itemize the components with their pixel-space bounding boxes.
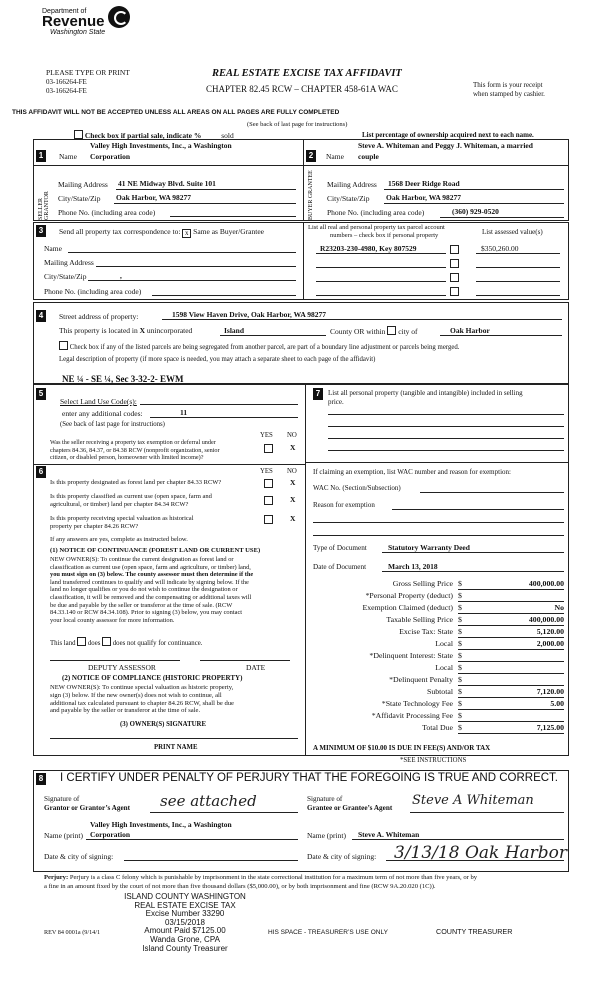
dept-line3: Washington State xyxy=(50,29,106,36)
sec6-yes: YES xyxy=(260,468,273,475)
warning: THIS AFFIDAVIT WILL NOT BE ACCEPTED UNLESS ALL AREAS ON ALL PAGES ARE FULLY COMPLETED xyxy=(12,109,340,116)
sec6-no: NO xyxy=(287,468,297,475)
tax-row-label: Gross Selling Price xyxy=(392,579,453,588)
grantor-name-line1: Valley High Investments, Inc., a Washington xyxy=(90,820,232,829)
parcel-number[interactable]: R23203-230-4980, Key 807529 xyxy=(320,244,417,253)
doc-date-label: Date of Document xyxy=(313,563,367,571)
tax-row-value[interactable]: 7,120.00 xyxy=(536,687,564,696)
tax-row-label: Exemption Claimed (deduct) xyxy=(362,603,453,612)
if-yes: If any answers are yes, complete as instructed below. xyxy=(50,536,188,543)
buyer-city-label: City/State/Zip xyxy=(327,194,370,203)
tax-labels xyxy=(313,578,453,734)
tax-row-value[interactable]: 5.00 xyxy=(550,699,564,708)
sec6-q3-yes-checkbox[interactable] xyxy=(264,515,273,524)
date-label: DATE xyxy=(246,663,266,672)
sec5-question: Was the seller receiving a property tax exemption or deferral under chapters 84.36, 84.37, or 84.38 RCW (nonprofit organization, senior citizen, or disabled person, homeowner with limited income)? xyxy=(50,439,220,461)
tax-row-label: Taxable Selling Price xyxy=(386,615,453,624)
sec3-city-value: , xyxy=(120,271,122,280)
sec6-q3-no-mark[interactable]: X xyxy=(290,514,296,523)
personal-property-checkbox-1[interactable] xyxy=(450,245,459,254)
certify-statement: I CERTIFY UNDER PENALTY OF PERJURY THAT THE FOREGOING IS TRUE AND CORRECT. xyxy=(60,772,558,784)
tax-row-value[interactable]: 400,000.00 xyxy=(528,615,564,624)
see-back: (See back of last page for instructions) xyxy=(247,121,348,128)
notice2-title: (2) NOTICE OF COMPLIANCE (HISTORIC PROPERTY) xyxy=(62,674,243,682)
seller-label: SELLER GRANTOR xyxy=(38,191,50,220)
form-title: REAL ESTATE EXCISE TAX AFFIDAVIT xyxy=(212,68,402,79)
grantee-name-label: Name (print) xyxy=(307,831,346,840)
personal-property-label: List all personal property (tangible and intangible) included in selling price. xyxy=(328,389,523,406)
located-row: This property is located in X unincorporated xyxy=(59,326,193,335)
seller-city-label: City/State/Zip xyxy=(58,194,101,203)
grantee-name: Steve A. Whiteman xyxy=(358,830,420,839)
tax-row-label: *State Technology Fee xyxy=(381,699,453,708)
ownership-note: List percentage of ownership acquired next to each name. xyxy=(362,131,534,139)
grantor-signature[interactable]: see attached xyxy=(160,792,257,810)
doc-date[interactable]: March 13, 2018 xyxy=(388,562,438,571)
county-value[interactable]: Island xyxy=(224,326,245,335)
form-subtitle: CHAPTER 82.45 RCW – CHAPTER 458-61A WAC xyxy=(206,84,398,94)
sec5-yes-checkbox[interactable] xyxy=(264,444,273,453)
street-label: Street address of property: xyxy=(59,312,139,321)
buyer-phone[interactable]: (360) 929-0520 xyxy=(452,207,499,216)
deputy-assessor: DEPUTY ASSESSOR xyxy=(88,663,156,672)
tax-calculation-table xyxy=(313,578,569,734)
section-6-number: 6 xyxy=(36,466,46,478)
sec6-q2: Is this property classified as current use (open space, farm and agricultural, or timber) land per chapter 84.34 RCW? xyxy=(50,493,212,508)
sec6-q3: Is this property receiving special valuation as historical property per chapter 84.26 RCW? xyxy=(50,515,194,530)
sec5-see-back: (See back of last page for instructions) xyxy=(60,421,165,428)
tax-row-label: *Personal Property (deduct) xyxy=(365,591,453,600)
send-correspondence: Send all property tax correspondence to: x Same as Buyer/Grantee xyxy=(59,227,264,237)
tax-row-value[interactable]: 2,000.00 xyxy=(536,639,564,648)
sec5-no-mark[interactable]: X xyxy=(290,443,296,452)
sec6-q2-no-mark[interactable]: X xyxy=(290,495,296,504)
buyer-mail-label: Mailing Address xyxy=(327,180,377,189)
sec5-yes: YES xyxy=(260,432,273,439)
section-3-number: 3 xyxy=(36,225,46,237)
grantee-date-city[interactable]: 3/13/18 Oak Harbor xyxy=(394,843,568,863)
county-or: County OR within city of xyxy=(330,327,418,336)
buyer-name-label: Name xyxy=(326,152,344,161)
tax-values: $ 400,000.00 $ $ No $ 400,000.00 $ 5,120.00 $ 2,000.00 $ $ $ $ 7,120.00 $ 5.00 $ $ 7,125.00 xyxy=(458,579,564,732)
partial-sale: Check box if partial sale, indicate % sold xyxy=(74,130,234,140)
tax-row-label: Excise Tax: State xyxy=(399,627,453,636)
legal-label: Legal description of property (if more space is needed, you may attach a separate sheet to each page of the affidavit) xyxy=(59,356,376,363)
section-2-number: 2 xyxy=(306,150,316,162)
treasurer-stamp: ISLAND COUNTY WASHINGTON REAL ESTATE EXCISE TAX Excise Number 33290 03/15/2018 Amount Paid $7125.00 Wanda Grone, CPA Island County Treasurer xyxy=(124,892,246,953)
tax-row-label: Subtotal xyxy=(427,687,453,696)
exemption-label: If claiming an exemption, list WAC number and reason for exemption: xyxy=(313,468,511,476)
notice1-body: NEW OWNER(S): To continue the current designation as forest land or classification as current use (open space, farm and agriculture, or timber) land, you must sign on (3) below. The county assessor must then determine if the land transferred continues to qualify and will indicate by signing below. If the land no longer qualifies or you do not wish to continue the designation or classification, it will be removed and the compensating or additional taxes will be due and payable by the seller or transferor at the time of sale. (RCW 84.33.140 or RCW 84.34.108). Prior to signing (3) below, you may contact your local county assessor for more information. xyxy=(50,556,254,624)
buyer-phone-label: Phone No. (including area code) xyxy=(327,208,425,217)
tax-row-label: Total Due xyxy=(422,723,453,732)
doc-type-label: Type of Document xyxy=(313,544,367,552)
assessed-header: List assessed value(s) xyxy=(482,228,543,236)
form-code-1: 03-166264-FE xyxy=(46,78,87,86)
personal-property-checkbox-2[interactable] xyxy=(450,259,459,268)
section-1-number: 1 xyxy=(36,150,46,162)
buyer-label: BUYER GRANTEE xyxy=(308,170,314,220)
reason-label: Reason for exemption xyxy=(313,501,375,509)
section-4-number: 4 xyxy=(36,310,46,322)
seller-city[interactable]: Oak Harbor, WA 98277 xyxy=(116,193,192,202)
buyer-name-line1: Steve A. Whiteman and Peggy J. Whiteman, a married xyxy=(358,141,533,150)
see-instructions: *SEE INSTRUCTIONS xyxy=(400,757,467,764)
sec6-q2-yes-checkbox[interactable] xyxy=(264,496,273,505)
sec6-q1: Is this property designated as forest land per chapter 84.33 RCW? xyxy=(50,479,222,486)
tax-row-value[interactable]: 400,000.00 xyxy=(528,579,564,588)
seller-name-label: Name xyxy=(59,152,77,161)
seller-mail-label: Mailing Address xyxy=(58,180,108,189)
sec3-phone-label: Phone No. (including area code) xyxy=(44,287,142,296)
sec6-q1-no-mark[interactable]: X xyxy=(290,478,296,487)
list-header-2: numbers – check box if personal property xyxy=(330,232,439,239)
seller-name-line2: Corporation xyxy=(90,152,130,161)
receipt-note-2: when stamped by cashier. xyxy=(473,90,545,98)
seller-phone-label: Phone No. (including area code) xyxy=(58,208,156,217)
segregated-row: Check box if any of the listed parcels are being segregated from another parcel, are part of a boundary line adjustment or parcels being merged. xyxy=(59,341,460,351)
list-header-1: List all real and personal property tax parcel account xyxy=(308,224,445,231)
sec5-no: NO xyxy=(287,432,297,439)
dept-line1: Department of xyxy=(42,8,87,15)
grantor-name-line2: Corporation xyxy=(90,830,130,839)
tax-row-label: Local xyxy=(435,663,453,672)
does-not-checkbox[interactable] xyxy=(102,637,111,646)
assessed-value[interactable]: $350,260.00 xyxy=(481,244,519,253)
grantor-date-label: Date & city of signing: xyxy=(44,852,114,861)
section-7-number: 7 xyxy=(313,388,323,400)
legal-description[interactable]: NE ¼ - SE ¼, Sec 3-32-2- EWM xyxy=(62,374,184,384)
rev-code: REV 84 0001a (9/14/1 xyxy=(44,929,101,936)
owner-signature: (3) OWNER(S) SIGNATURE xyxy=(120,721,206,728)
perjury-note: Perjury: Perjury is a class C felony which is punishable by imprisonment in the state correctional institution for a maximum term of not more than five years, or by a fine in an amount fixed by the court of not more than five thousand dollars ($5,000.00), or by both imprisonment and fine (RCW 9A.20.020 (1C)). xyxy=(44,874,478,890)
tax-row-value[interactable]: No xyxy=(554,603,564,612)
please-type: PLEASE TYPE OR PRINT xyxy=(46,68,130,77)
notice2-body: NEW OWNER(S): To continue special valuation as historic property, sign (3) below. If the new owner(s) does not wish to continue, all additional tax calculated pursuant to chapter 84.26 RCW, shall be due and payable by the seller or transferor at the time of sale. xyxy=(50,684,234,715)
sec3-city-label: City/State/Zip xyxy=(44,272,87,281)
grantee-signature[interactable]: Steve A Whiteman xyxy=(412,793,534,808)
grantor-sig-label: Signature of Grantor or Grantor’s Agent xyxy=(44,795,131,812)
seller-name-line1: Valley High Investments, Inc., a Washington xyxy=(90,141,232,150)
land-use-code[interactable]: 11 xyxy=(180,408,188,417)
grantor-name-label: Name (print) xyxy=(44,831,83,840)
logo-swirl-icon xyxy=(108,6,130,28)
grantee-sig-label: Signature of Grantee or Grantee’s Agent xyxy=(307,795,393,812)
enter-codes: enter any additional codes: xyxy=(62,409,143,418)
tax-row-label: *Affidavit Processing Fee xyxy=(371,711,453,720)
section-8-number: 8 xyxy=(36,773,46,785)
buyer-name-line2: couple xyxy=(358,152,379,161)
notice1-title: (1) NOTICE OF CONTINUANCE (FOREST LAND OR CURRENT USE) xyxy=(50,547,261,554)
doc-type[interactable]: Statutory Warranty Deed xyxy=(388,543,470,552)
buyer-city[interactable]: Oak Harbor, WA 98277 xyxy=(386,193,462,202)
wac-label: WAC No. (Section/Subsection) xyxy=(313,484,401,492)
tax-row-value[interactable]: 7,125.00 xyxy=(536,723,564,732)
sec3-mail-label: Mailing Address xyxy=(44,258,94,267)
sec6-q1-yes-checkbox[interactable] xyxy=(264,479,273,488)
dept-line2: Revenue xyxy=(42,13,105,30)
county-treasurer: COUNTY TREASURER xyxy=(436,927,513,936)
seller-mail[interactable]: 41 NE Midway Blvd. Suite 101 xyxy=(118,179,216,188)
segregated-checkbox[interactable] xyxy=(59,341,68,350)
tax-row-label: *Delinquent Interest: State xyxy=(369,651,453,660)
land-use-label: Select Land Use Code(s): xyxy=(60,397,137,406)
form-code-2: 03-166264-FE xyxy=(46,87,87,95)
grantee-date-label: Date & city of signing: xyxy=(307,852,377,861)
buyer-mail[interactable]: 1568 Deer Ridge Road xyxy=(388,179,460,188)
city-value[interactable]: Oak Harbor xyxy=(450,326,490,335)
dor-logo xyxy=(42,8,105,36)
tax-row-label: *Delinquent Penalty xyxy=(389,675,453,684)
same-as-buyer-checkbox[interactable]: x xyxy=(182,229,191,238)
tax-row-value[interactable]: 5,120.00 xyxy=(536,627,564,636)
print-name: PRINT NAME xyxy=(154,744,198,751)
treasurer-use: HIS SPACE - TREASURER’S USE ONLY xyxy=(268,929,388,936)
tax-row-label: Local xyxy=(435,639,453,648)
street-address[interactable]: 1598 View Haven Drive, Oak Harbor, WA 98277 xyxy=(172,310,326,319)
partial-sale-checkbox[interactable] xyxy=(74,130,83,139)
personal-property-checkbox-3[interactable] xyxy=(450,273,459,282)
sec3-name-label: Name xyxy=(44,244,62,253)
does-checkbox[interactable] xyxy=(77,637,86,646)
within-city-checkbox[interactable] xyxy=(387,326,396,335)
personal-property-checkbox-4[interactable] xyxy=(450,287,459,296)
section-5-number: 5 xyxy=(36,388,46,400)
minimum-due: A MINIMUM OF $10.00 IS DUE IN FEE(S) AND/OR TAX xyxy=(313,744,491,752)
this-land-row: This land does does not qualify for continuance. xyxy=(50,637,202,647)
receipt-note-1: This form is your receipt xyxy=(473,81,543,89)
